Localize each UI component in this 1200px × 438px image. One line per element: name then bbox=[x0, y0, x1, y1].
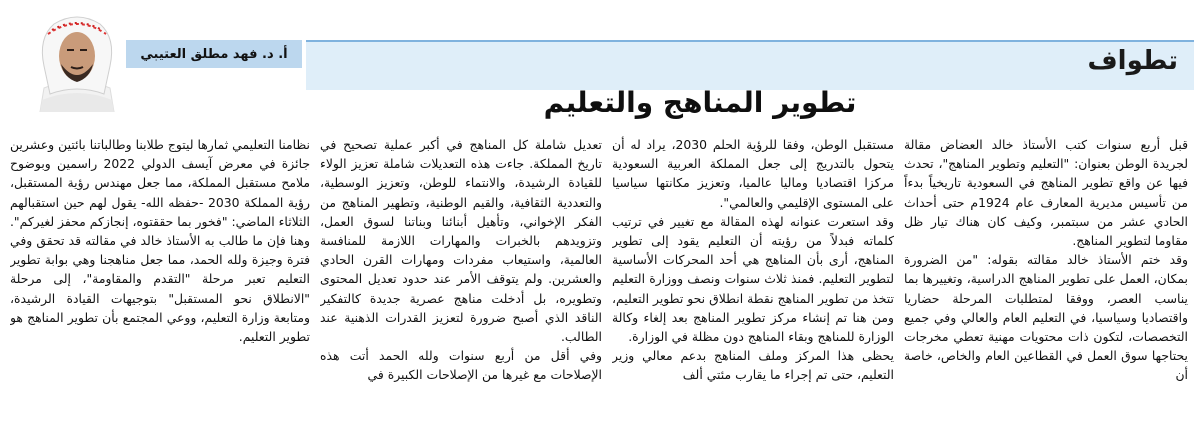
article-column-3 bbox=[320, 135, 602, 435]
paragraph: قبل أربع سنوات كتب الأستاذ خالد العضاض مقالة لجريدة الوطن بعنوان: "التعليم وتطوير المناهج"، تحدث فيها عن واقع تطوير المناهج في السعودية تاريخياً بدءاً من تأسيس مديرية المعارف عام 1924م حتى أحداث الحادي عشر من سبتمبر، وكيف كان هناك تيار ظل مقاوما لتطوير المناهج. bbox=[904, 137, 1188, 249]
paragraph: وهنا فإن ما طالب به الأستاذ خالد في مقالته قد تحقق وفي فترة وجيزة ولله الحمد، مما جعل مناهجنا وهي بوابة تطوير التعليم تعبر مرحلة "التقدم والمقاومة"، إلى مرحلة "الانطلاق نحو المستقبل" بتوجيهات القيادة الرشيدة، ومتابعة وزارة التعليم، ووعي المجتمع بأن تطوير المناهج هو تطوير التعليم. bbox=[10, 233, 310, 345]
section-banner bbox=[306, 40, 1194, 90]
paragraph: نظامنا التعليمي ثمارها ليتوج طلابنا وطالباتنا بائتين وعشرين جائزة في معرض آيسف الدولي 2022 راسمين وبوضوح ملامح مستقبل المملكة، مما جعل مهندس رؤية المستقبل، رؤية المملكة 2030 -حفظه الله- يقول لهم حين استقبالهم الثلاثاء الماضي: "فخور بما حققتوه، إنجازكم محفز لغيركم". bbox=[10, 137, 310, 229]
author-bar bbox=[126, 40, 302, 68]
paragraph: وقد ختم الأستاذ خالد مقالته بقوله: "من الضرورة بمكان، العمل على تطوير المناهج الدراسية، وتغييرها بما يناسب العصر، ووفقا لمتطلبات المرحلة حضاريا واقتصاديا وسياسيا، في التعليم العام والعالي وفي جميع التخصصات، لتكون ذات محتويات مهنية تعطي مخرجات يحتاجها سوق العمل في القطاعين العام والخاص، خاصة أن bbox=[904, 252, 1188, 383]
paragraph: تعديل شاملة كل المناهج في أكبر عملية تصحيح في تاريخ المملكة. جاءت هذه التعديلات شاملة تعزيز الولاء للقيادة الرشيدة، والانتماء للوطن، وتعزيز الوسطية، والتعددية الثقافية، والقيم الوطنية، وتطهير المناهج من الفكر الإخواني، وتأهيل أبنائنا وبناتنا لسوق العمل، وتزويدهم بالخبرات والمهارات اللازمة للمنافسة العالمية، واستيعاب مفردات ومهارات القرن الحادي والعشرين. ولم يتوقف الأمر عند حدود تعديل المحتوى وتطويره، بل أدخلت مناهج عصرية جديدة كالتفكير الناقد الذي أصبح ضرورة لتعزيز القدرات الذهنية عند الطالب. bbox=[320, 137, 602, 345]
article-column-1 bbox=[904, 135, 1188, 435]
article-column-2 bbox=[612, 135, 894, 435]
article-column-4 bbox=[10, 135, 310, 435]
article-headline: تطوير المناهج والتعليم bbox=[543, 86, 857, 119]
section-title: تطواف bbox=[1087, 46, 1178, 76]
paragraph: مستقبل الوطن، وفقا للرؤية الحلم 2030، يراد له أن يتحول بالتدريج إلى جعل المملكة العربية السعودية مركزا اقتصاديا وماليا عالميا، وتعزيز مكانتها سياسيا على المستوى الإقليمي والعالمي". bbox=[612, 137, 894, 210]
author-name: أ. د. فهد مطلق العتيبي bbox=[140, 46, 288, 62]
author-portrait-icon bbox=[34, 4, 120, 112]
paragraph: يحظى هذا المركز وملف المناهج بدعم معالي وزير التعليم، حتى تم إجراء ما يقارب مئتي ألف bbox=[612, 348, 894, 383]
paragraph: وقد استعرت عنوانه لهذه المقالة مع تغيير في ترتيب كلماته فبدلاً من رؤيته أن التعليم يقود إلى تطوير المناهج، أرى بأن المناهج هي أحد المحركات الأساسية لتطوير التعليم. فمنذ ثلاث سنوات ونصف ووزارة التعليم تتخذ من تطوير المناهج نقطة انطلاق نحو تطوير التعليم، ومن هنا تم إنشاء مركز تطوير المناهج بعد إلغاء وكالة الوزارة للمناهج وبقاء المناهج دون مظلة في الوزارة. bbox=[612, 213, 894, 345]
paragraph: وفي أقل من أربع سنوات ولله الحمد أتت هذه الإصلاحات مع غيرها من الإصلاحات الكبيرة في bbox=[320, 348, 602, 383]
